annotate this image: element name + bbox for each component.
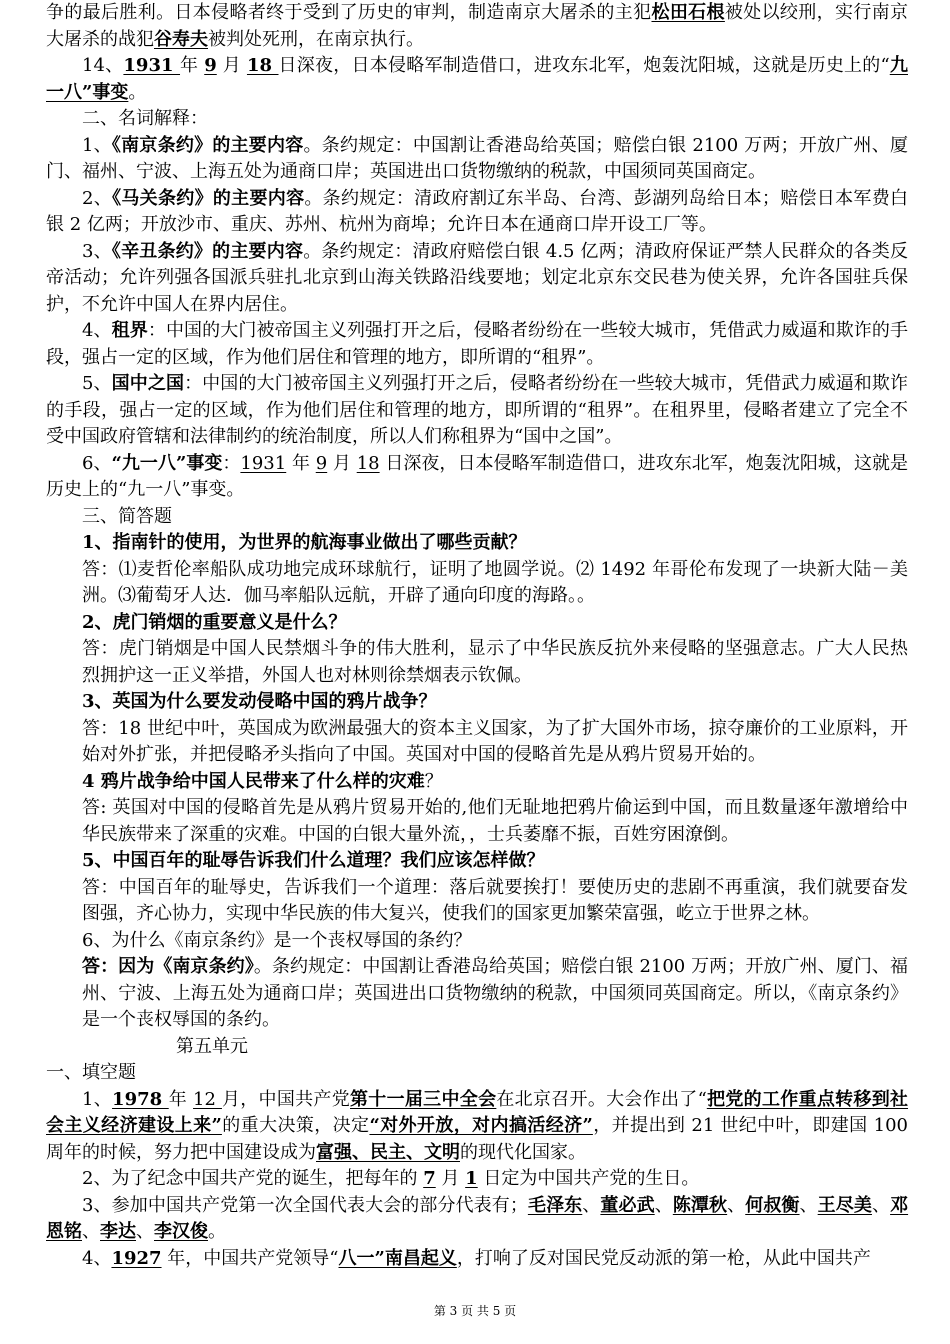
text-run: 3、	[82, 240, 112, 262]
emphasized-text: 九一八”事变	[46, 55, 908, 103]
emphasized-text: 王尽美	[817, 1194, 872, 1216]
emphasized-text: 1931	[123, 55, 181, 76]
paragraph	[46, 451, 908, 504]
text-run: 年	[180, 55, 205, 76]
emphasized-text: 9	[204, 55, 217, 76]
emphasized-text: 《马关条约》的主要内容	[112, 187, 305, 209]
text-run: 月	[327, 452, 357, 474]
text-run: ，并提出到 21 世纪中叶，即建国 100 周年的时候，努力把中国建设成为	[46, 1115, 914, 1163]
text-run: 、	[871, 1194, 891, 1216]
text-run: 答：虎门销烟是中国人民禁烟斗争的伟大胜利，显示了中华民族反抗外来侵略的坚强意志。广大人民热烈拥护这一正义举措，外国人也对林则徐禁烟表示钦佩。	[82, 638, 908, 686]
emphasized-text: 《辛丑条约》的主要内容	[111, 240, 304, 262]
text-run: 。条约规定：清政府赔偿白银 4.5 亿两；清政府保证严禁人民群众的各类反帝活动；允许列强各国派兵驻扎北京到山海关铁路沿线要地；划定北京东交民巷为使关界，允许各国驻兵保护，不允许中国人在界内居住。	[46, 240, 909, 315]
text-run: 2、	[82, 187, 113, 209]
text-run: ：中国的大门被帝国主义列强打开之后，侵略者纷纷在一些较大城市，凭借武力威逼和欺诈的手段，强占一定的区域，作为他们居住和管理的地方，即所谓的“租界”。	[46, 320, 908, 368]
paragraph	[46, 1166, 908, 1193]
text-run: 第五单元	[176, 1035, 248, 1057]
emphasized-text: 12	[193, 1088, 222, 1110]
text-run: 日深夜，日本侵略军制造借口，进攻东北军，炮轰沈阳城，这就是历史上的“九一八”事变。	[46, 452, 908, 500]
paragraph	[46, 689, 908, 716]
emphasized-text: 4 鸦片战争给中国人民带来了什么样的灾难	[82, 770, 425, 792]
text-run: 。条约规定：中国割让香港岛给英国；赔偿白银 2100 万两；开放广州、厦门、福州、宁波、上海五处为通商口岸；英国进出口货物缴纳的税款，中国须同英国商定。	[46, 134, 909, 182]
paragraph	[46, 53, 908, 106]
paragraph	[46, 1193, 908, 1246]
paragraph	[46, 0, 908, 53]
text-run: 三、简答题	[82, 505, 172, 527]
emphasized-text: 《南京条约》的主要内容	[111, 134, 304, 156]
emphasized-text: 松田石根	[651, 2, 725, 23]
text-run: 、	[136, 1221, 154, 1242]
emphasized-text: 何叔衡	[745, 1194, 800, 1216]
text-run: 答：中国百年的耻辱史，告诉我们一个道理：落后就要挨打！要使历史的悲剧不再重演，我们就要奋发图强，齐心协力，实现中华民族的伟大复兴，使我们的国家更加繁荣富强，屹立于世界之林。	[82, 876, 908, 924]
emphasized-text: 9	[315, 452, 328, 474]
text-run: 在北京召开。大会作出了“	[496, 1088, 707, 1110]
emphasized-text: 1931	[240, 452, 287, 474]
page-footer: 第 3 页 共 5 页	[433, 1304, 517, 1318]
paragraph	[46, 636, 908, 689]
emphasized-text: 邓恩铭	[46, 1194, 909, 1242]
emphasized-text: 答：因为《南京条约》	[82, 956, 254, 977]
text-run: 3、参加中国共产党第一次全国代表大会的部分代表有；	[82, 1194, 528, 1216]
emphasized-text: “九一八”事变	[111, 452, 223, 474]
emphasized-text: 毛泽东	[527, 1194, 583, 1216]
text-run: 答: 英国对中国的侵略首先是从鸦片贸易开始的,他们无耻地把鸦片偷运到中国，而且数量逐年激增给中华民族带来了深重的灾难。中国的白银大量外流，，士兵萎靡不振，百姓穷困潦倒。	[82, 797, 908, 845]
emphasized-text: 2、虎门销烟的重要意义是什么？	[82, 611, 347, 633]
emphasized-text: 国中之国	[111, 373, 185, 394]
text-run: 4、	[82, 320, 112, 341]
emphasized-text: 1978	[112, 1088, 169, 1110]
emphasized-text: 18	[246, 55, 279, 76]
paragraph	[46, 848, 908, 875]
text-run: 争的最后胜利。日本侵略者终于受到了历史的审判，制造南京大屠杀的主犯	[46, 2, 652, 23]
paragraph	[46, 795, 908, 848]
text-run: 日深夜，日本侵略军制造借口，进攻东北军，炮轰沈阳城，这就是历史上的“	[278, 55, 890, 76]
text-run: 。条约规定：清政府割辽东半岛、台湾、彭湖列岛给日本；赔偿日本军费白银 2 亿两；开放沙市、重庆、苏州、杭州为商埠；允许日本在通商口岸开设工厂等。	[46, 187, 909, 235]
text-run: 、	[654, 1194, 673, 1216]
text-run: ：中国的大门被帝国主义列强打开之后，侵略者纷纷在一些较大城市，凭借武力威逼和欺诈的手段，强占一定的区域，作为他们居住和管理的地方，即所谓的“租界”。在租界里，侵略者建立了完全不受中国政府管辖和法律制约的统治制度，所以人们称租界为“国中之国”。	[46, 373, 908, 447]
text-run: 1、	[82, 134, 112, 156]
emphasized-text: 3、英国为什么要发动侵略中国的鸦片战争？	[82, 691, 437, 712]
text-run: 4、	[82, 1247, 112, 1269]
text-run: 、	[82, 1221, 100, 1242]
text-run: 月，中国共产党	[221, 1088, 351, 1110]
text-run: 年	[286, 452, 316, 474]
paragraph	[46, 928, 908, 955]
text-run: 月	[435, 1168, 466, 1189]
emphasized-text: 7	[423, 1168, 436, 1189]
text-run: 1、	[82, 1088, 113, 1110]
paragraph	[46, 106, 908, 133]
paragraph	[46, 318, 908, 371]
paragraph	[46, 769, 908, 796]
paragraph	[46, 530, 908, 557]
text-run: 。条约规定：中国割让香港岛给英国；赔偿白银 2100 万两；开放广州、厦门、福州、宁波、上海五处为通商口岸；英国进出口货物缴纳的税款，中国须同英国商定。所以，《南京条约》是一个丧权辱国的条约。	[82, 956, 909, 1030]
text-run: ，打响了反对国民党反动派的第一枪，从此中国共产	[456, 1247, 871, 1269]
text-run: 答：⑴麦哲伦率船队成功地完成环球航行，证明了地圆学说。⑵ 1492 年哥伦布发现了一块新大陆－美洲。⑶葡萄牙人达．伽马率船队远航，开辟了通向印度的海路。。	[82, 558, 908, 606]
text-run: 的重大决策，决定	[221, 1115, 370, 1136]
paragraph	[46, 1246, 908, 1273]
emphasized-text: 李汉俊	[154, 1221, 208, 1242]
text-run: 年，中国共产党领导“	[161, 1247, 339, 1269]
text-run: 的现代化国家。	[460, 1141, 586, 1163]
emphasized-text: 1	[465, 1168, 478, 1189]
emphasized-text: “对外开放，对内搞活经济”	[369, 1115, 593, 1136]
text-run: 被判处死刑，在南京执行。	[208, 28, 424, 50]
text-run: 答：18 世纪中叶，英国成为欧洲最强大的资本主义国家，为了扩大国外市场，掠夺廉价的工业原料，开始对外扩张，并把侵略矛头指向了中国。英国对中国的侵略首先是从鸦片贸易开始的。	[82, 717, 908, 765]
emphasized-text: 5、中国百年的耻辱告诉我们什么道理？我们应该怎样做？	[82, 850, 545, 871]
emphasized-text: 第十一届三中全会	[350, 1088, 497, 1110]
emphasized-text: 1927	[111, 1247, 162, 1269]
text-run: 14、	[82, 55, 124, 76]
emphasized-text: 董必武	[600, 1194, 655, 1216]
emphasized-text: 富强、民主、文明	[316, 1141, 460, 1163]
paragraph	[46, 954, 908, 1034]
text-run: 被处以绞刑，实行南京大屠杀的战犯	[46, 2, 909, 50]
paragraph	[46, 1060, 908, 1087]
paragraph	[46, 504, 908, 531]
emphasized-text: 18	[356, 452, 380, 474]
text-run: 5、	[82, 373, 112, 394]
paragraph	[46, 557, 908, 610]
document-body	[46, 0, 914, 1272]
text-run: ：	[222, 452, 241, 474]
text-run: 二、名词解释：	[82, 108, 208, 129]
emphasized-text: 八一”南昌起义	[338, 1247, 457, 1269]
text-run: 月	[216, 55, 247, 76]
emphasized-text: 谷寿夫	[154, 28, 208, 50]
text-run: 6、	[82, 452, 112, 474]
text-run: 、	[582, 1194, 601, 1216]
paragraph	[46, 875, 908, 928]
text-run: 。	[128, 81, 147, 103]
text-run: 6、为什么《南京条约》是一个丧权辱国的条约？	[82, 929, 472, 951]
paragraph	[46, 371, 908, 451]
paragraph	[46, 1034, 908, 1061]
text-run: 、	[727, 1194, 746, 1216]
emphasized-text: 1、指南针的使用，为世界的航海事业做出了哪些贡献？	[82, 532, 527, 553]
paragraph	[46, 716, 908, 769]
paragraph	[46, 239, 908, 319]
paragraph	[46, 133, 908, 186]
emphasized-text: 把党的工作重点转移到社会主义经济建设上来”	[46, 1088, 909, 1136]
text-run: 。	[208, 1221, 226, 1242]
text-run: 年	[168, 1088, 194, 1110]
emphasized-text: 李达	[100, 1221, 136, 1242]
paragraph	[46, 1087, 914, 1167]
text-run: 2、为了纪念中国共产党的诞生，把每年的	[82, 1168, 424, 1189]
text-run: 、	[799, 1194, 818, 1216]
text-run: ？	[424, 770, 443, 792]
emphasized-text: 租界	[111, 320, 148, 341]
emphasized-text: 陈潭秋	[672, 1194, 728, 1216]
text-run: 一、填空题	[46, 1062, 136, 1083]
paragraph	[46, 186, 908, 239]
paragraph	[46, 610, 908, 637]
text-run: 日定为中国共产党的生日。	[477, 1168, 700, 1189]
